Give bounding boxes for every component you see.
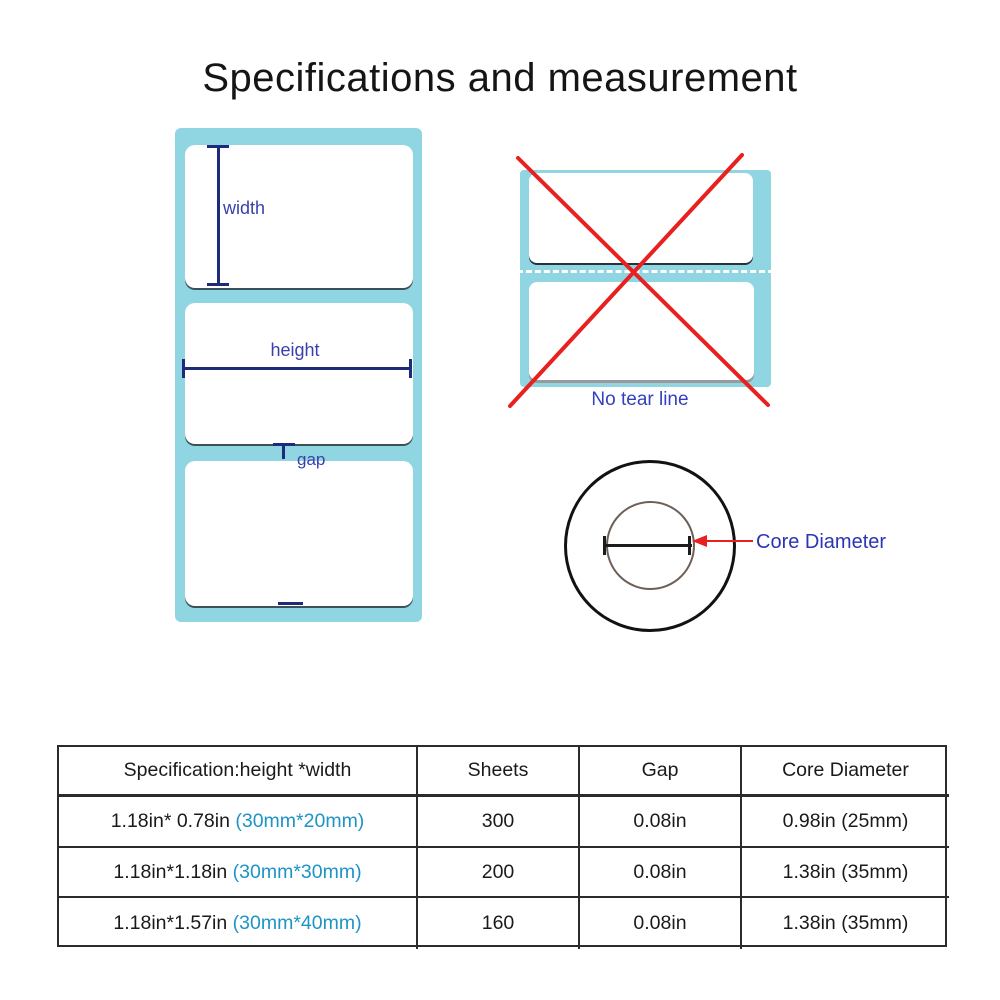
table-cell-sheets: 300 [418,797,580,848]
height-label: height [270,340,320,360]
spec-inches: 1.18in*1.57in [113,912,233,934]
width-dimension-cap-top [207,145,229,148]
height-dimension-cap-left [182,359,185,378]
height-dimension-line [183,367,412,370]
table-cell-spec [59,797,418,848]
core-diameter-cap-left [603,536,606,555]
table-cell-gap: 0.08in [580,898,742,949]
gap-label: gap [297,450,326,469]
spec-inches: 1.18in* 0.78in [110,810,236,832]
table-cell-sheets: 200 [418,848,580,898]
spec-mm: (30mm*40mm) [232,912,362,934]
table-header-spec: Specification:height *width [59,747,418,797]
page-title: Specifications and measurement [202,56,798,100]
core-diameter-caption: Core Diameter [756,531,887,553]
core-diameter-line [604,544,692,547]
red-cross-icon [500,145,780,417]
label-sticker-2 [185,303,413,444]
bottom-gap-dash [278,602,303,605]
red-arrow-icon [691,532,755,550]
label-sticker-3 [185,461,413,606]
spec-mm: (30mm*30mm) [232,860,362,883]
table-cell-spec [59,898,418,949]
spec-mm: (30mm*20mm) [235,810,365,832]
table-cell-core: 1.38in (35mm) [782,912,909,934]
width-dimension-line [217,146,220,286]
table-cell-core: 1.38in (35mm) [742,848,949,898]
table-header-sheets: Sheets [418,747,580,797]
table-cell-spec [59,848,418,898]
gap-dimension-stem [282,443,285,459]
table-cell-gap: 0.08in [580,848,742,898]
table-cell-gap: 0.08in [580,797,742,848]
table-cell-core: 0.98in (25mm) [742,797,949,848]
width-label: width [223,198,266,218]
height-dimension-cap-right [409,359,412,378]
spec-table [57,745,947,947]
table-header-core: Core Diameter [742,747,949,797]
width-dimension-cap-bottom [207,283,229,286]
spec-inches: 1.18in*1.18in [113,860,233,883]
label-roll-strip [175,128,422,622]
table-cell-sheets: 160 [418,898,580,949]
table-header-gap: Gap [580,747,742,797]
no-tear-caption: No tear line [591,389,689,410]
